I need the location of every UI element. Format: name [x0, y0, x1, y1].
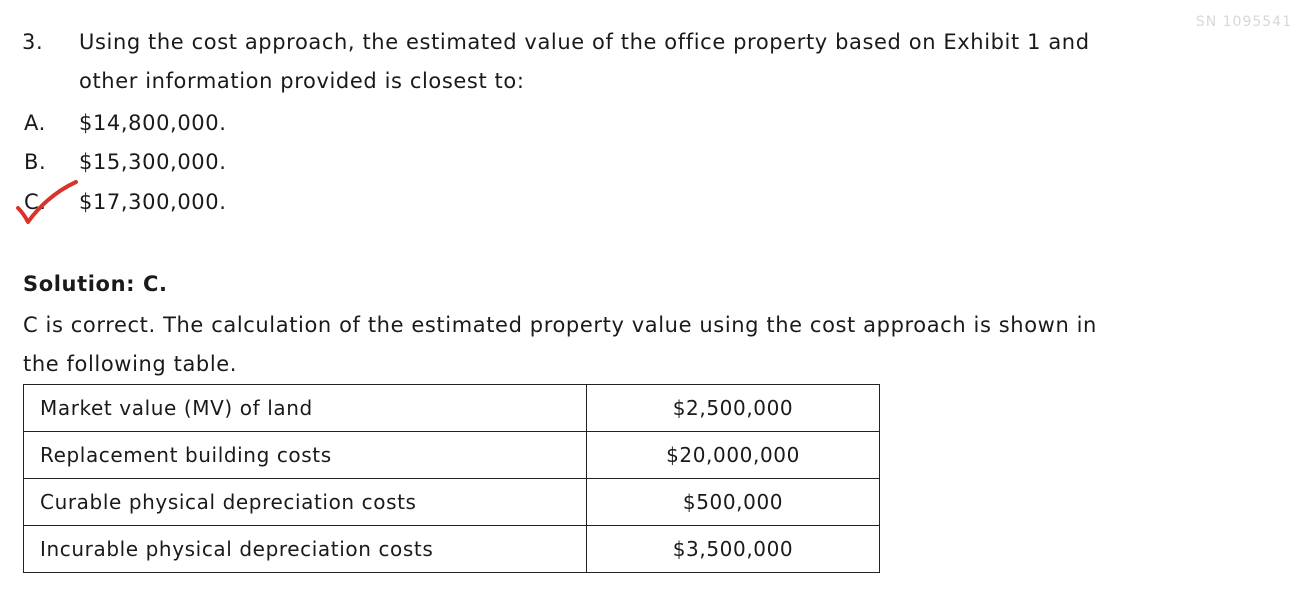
- row-label: Replacement building costs: [24, 432, 587, 479]
- option-b-text: $15,300,000.: [79, 150, 227, 174]
- row-value: $3,500,000: [587, 526, 880, 573]
- option-c-text: $17,300,000.: [79, 190, 227, 214]
- question-text-line-2: other information provided is closest to:: [79, 69, 525, 93]
- table-row: [24, 526, 880, 573]
- question-number: 3.: [22, 30, 44, 54]
- solution-text-line-2: the following table.: [23, 352, 238, 376]
- table-row: [24, 432, 880, 479]
- row-label: Curable physical depreciation costs: [24, 479, 587, 526]
- row-value: $20,000,000: [587, 432, 880, 479]
- table-row: [24, 479, 880, 526]
- option-a-text: $14,800,000.: [79, 111, 227, 135]
- row-value: $500,000: [587, 479, 880, 526]
- row-value: $2,500,000: [587, 385, 880, 432]
- solution-text-line-1: C is correct. The calculation of the estimated property value using the cost approach is shown in: [23, 313, 1097, 337]
- option-c-letter: C.: [24, 190, 47, 214]
- question-text-line-1: Using the cost approach, the estimated value of the office property based on Exhibit 1 and: [79, 30, 1090, 54]
- row-label: Incurable physical depreciation costs: [24, 526, 587, 573]
- option-b-letter: B.: [24, 150, 47, 174]
- row-label: Market value (MV) of land: [24, 385, 587, 432]
- cost-approach-table: [23, 384, 880, 573]
- watermark: SN 1095541: [1195, 14, 1292, 30]
- solution-heading: Solution: C.: [23, 272, 168, 296]
- option-a-letter: A.: [24, 111, 46, 135]
- checkmark-icon: [14, 178, 84, 228]
- table-row: [24, 385, 880, 432]
